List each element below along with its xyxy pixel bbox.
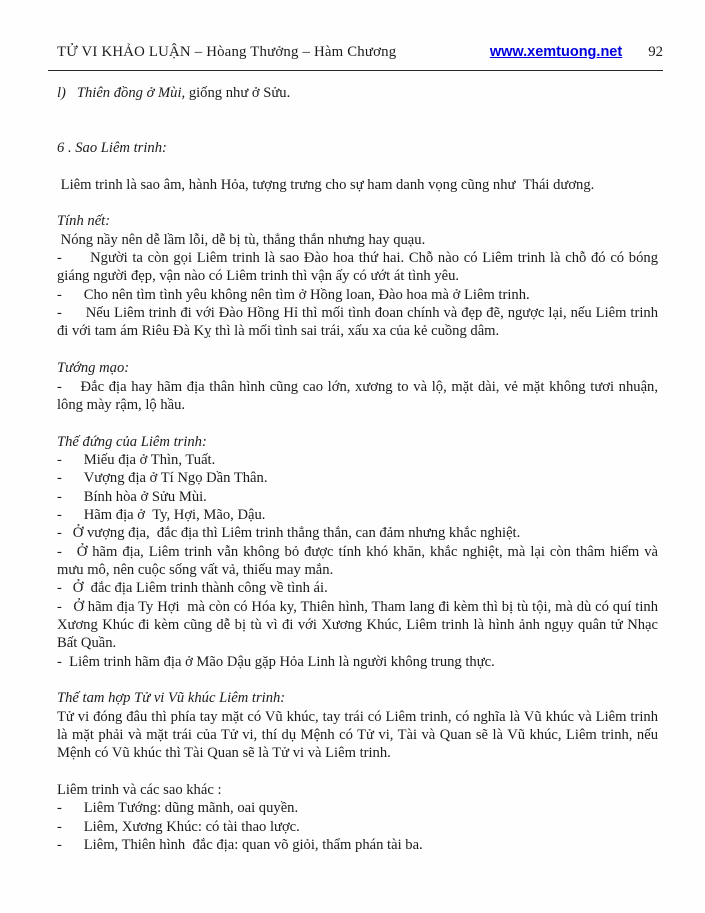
paragraph: Liêm trinh là sao âm, hành Hỏa, tượng trưng cho sự ham danh vọng cũng như Thái dương.	[57, 176, 595, 193]
list-item-text: giống như ở Sửu.	[185, 85, 291, 101]
paragraph: Nóng nầy nên dễ lầm lỗi, dễ bị tù, thẳng thắn nhưng hay quạu.	[57, 231, 426, 248]
page-number: 92	[648, 44, 663, 60]
list-item: - Ở hãm địa, Liêm trinh vẫn không bỏ được tính khó khăn, khắc nghiệt, mà lại còn thâm hiểm và mưu mô, nên cuộc sống vất vả, thiếu may mắn.	[57, 543, 658, 578]
list-item: - Liêm Tướng: dũng mãnh, oai quyền.	[57, 800, 299, 817]
section-heading: Thế đứng của Liêm trinh:	[57, 433, 207, 450]
document-body	[0, 71, 705, 854]
section-heading: Tướng mạo:	[57, 360, 130, 377]
list-item: - Ở vượng địa, đắc địa thì Liêm trinh thẳng thắn, can đảm nhưng khắc nghiệt.	[57, 525, 521, 542]
list-item: - Miếu địa ở Thìn, Tuất.	[57, 451, 216, 468]
paragraph: Tử vi đóng đâu thì phía tay mặt có Vũ khúc, tay trái có Liêm trinh, có nghĩa là Vũ khúc và Liêm trinh là mặt phải và mặt trái của Tử vi, thí dụ Mệnh có Tử vi, Tài và Quan sẽ là Vũ khúc, Liêm trinh, nếu Mệnh có Vũ khúc thì Tài Quan sẽ là Tử vi và Liêm trinh.	[57, 708, 658, 762]
list-item: - Liêm, Thiên hình đắc địa: quan võ giỏi, thẩm phán tài ba.	[57, 837, 423, 854]
header-link[interactable]: www.xemtuong.net	[489, 44, 623, 60]
page-header-title: TỬ VI KHẢO LUẬN – Hòang Thưởng – Hàm Chương	[57, 44, 397, 60]
list-item: - Hãm địa ở Ty, Hợi, Mão, Dậu.	[57, 506, 266, 523]
section-heading: Tính nết:	[57, 213, 111, 230]
list-item: - Liêm, Xương Khúc: có tài thao lược.	[57, 818, 300, 835]
list-item: - Người ta còn gọi Liêm trinh là sao Đào hoa thứ hai. Chỗ nào có Liêm trinh là chỗ đó có bóng giáng người đẹp, vận nào có Liêm trinh thì vận ấy có ướt át tình yêu.	[57, 250, 658, 285]
list-item: - Liêm trinh hãm địa ở Mão Dậu gặp Hỏa Linh là người không trung thực.	[57, 653, 495, 670]
section-heading: 6 . Sao Liêm trinh:	[57, 140, 167, 157]
list-item: - Bính hòa ở Sửu Mùi.	[57, 488, 207, 505]
page-header	[0, 0, 705, 61]
list-item: - Ở hãm địa Ty Hợi mà còn có Hóa ky, Thiên hình, Tham lang đi kèm thì bị tù tội, mà dù có quí tinh Xương Khúc đi kèm cũng dễ bị tù vì đi với Xương Khúc, Liêm trinh là hình ảnh ngụy quân tử Nhạc Bất Quần.	[57, 598, 658, 652]
list-item: - Đắc địa hay hãm địa thân hình cũng cao lớn, xương to và lộ, mặt dài, vẻ mặt không tươi nhuận, lông mày rậm, lộ hầu.	[57, 378, 658, 413]
list-item: - Vượng địa ở Tí Ngọ Dần Thân.	[57, 470, 268, 487]
list-item: - Nếu Liêm trinh đi với Đào Hồng Hỉ thì mối tình đoan chính và đẹp đẽ, ngược lại, nếu Liêm trinh đi với tam ám Riêu Đà Kỵ thì là mối tình sai trái, xấu xa của kẻ cuồng dâm.	[57, 305, 658, 340]
list-item: - Cho nên tìm tình yêu không nên tìm ở Hồng loan, Đào hoa mà ở Liêm trinh.	[57, 286, 530, 303]
list-item: - Ở đắc địa Liêm trinh thành công về tình ái.	[57, 580, 328, 597]
paragraph: Liêm trinh và các sao khác :	[57, 782, 222, 799]
list-item-title: l) Thiên đồng ở Mùi,	[57, 85, 186, 101]
section-heading: Thế tam hợp Tử vi Vũ khúc Liêm trinh:	[57, 690, 286, 707]
list-item	[57, 84, 658, 102]
